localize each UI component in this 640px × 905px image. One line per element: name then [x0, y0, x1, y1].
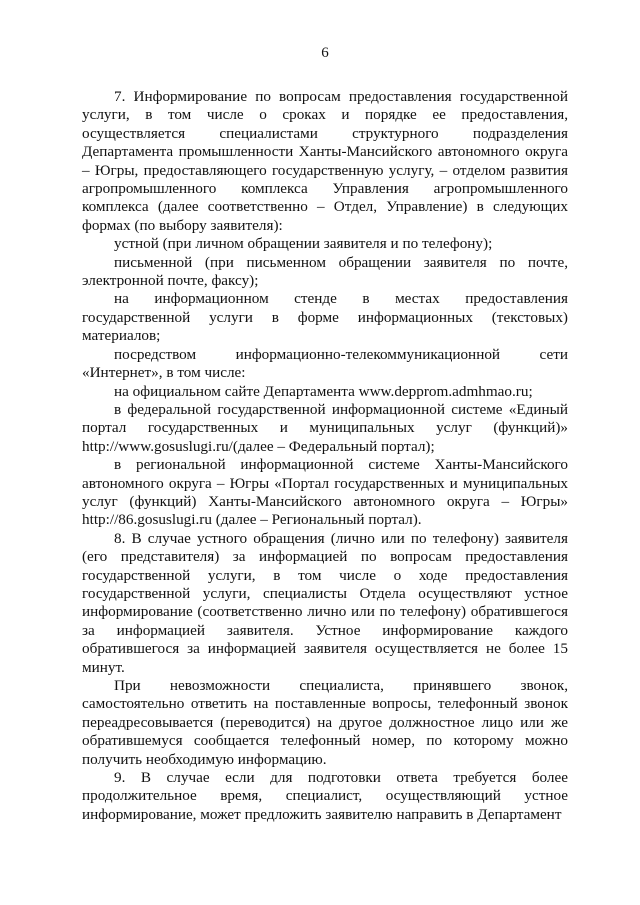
paragraph-written-form: письменной (при письменном обращении заявителя по почте, электронной почте, факсу);	[82, 253, 568, 290]
paragraph-internet: посредством информационно-телекоммуникационной сети «Интернет», в том числе:	[82, 345, 568, 382]
paragraph-oral-form: устной (при личном обращении заявителя и по телефону);	[114, 235, 493, 253]
body-text	[82, 88, 568, 824]
paragraph-federal-portal: в федеральной государственной информационной системе «Единый портал государственных и муниципальных услуг (функций)» http://www.gosuslugi.ru/(далее – Федеральный портал);	[82, 400, 568, 455]
paragraph-8-oral-request: 8. В случае устного обращения (лично или по телефону) заявителя (его представителя) за информацией по вопросам предоставления государственной услуги, в том числе о ходе предоставления государственной услуги, специалисты Отдела осуществляют устное информирование (соответственно лично или по телефону) обратившегося за информацией заявителя. Устное информирование каждого обратившегося за информацией заявителя осуществляется не более 15 минут.	[82, 529, 568, 676]
paragraph-7-intro: 7. Информирование по вопросам предоставления государственной услуги, в том числе о сроках и порядке ее предоставления, осуществляется специалистами структурного подразделения Департамента промышленности Ханты-Мансийского автономного округа – Югры, предоставляющего государственную услугу, – отделом развития агропромышленного комплекса Управления агропромышленного комплекса (далее соответственно – Отдел, Управление) в следующих формах (по выбору заявителя):	[82, 88, 568, 234]
paragraph-official-site: на официальном сайте Департамента www.depprom.admhmao.ru;	[114, 382, 533, 400]
paragraph-regional-portal: в региональной информационной системе Ханты-Мансийского автономного округа – Югры «Портал государственных и муниципальных услуг (функций) Ханты-Мансийского автономного округа – Югры» http://86.gosuslugi.ru (далее – Региональный портал).	[82, 456, 568, 529]
paragraph-9-longer-time: 9. В случае если для подготовки ответа требуется более продолжительное время, специалист, осуществляющий устное информирование, может предложить заявителю направить в Департамент	[82, 769, 568, 823]
page-number: 6	[321, 45, 329, 61]
paragraph-info-stand: на информационном стенде в местах предоставления государственной услуги в форме информационных (текстовых) материалов;	[82, 290, 568, 345]
paragraph-call-redirect: При невозможности специалиста, принявшего звонок, самостоятельно ответить на поставленные вопросы, телефонный звонок переадресовывается (переводится) на другое должностное лицо или же обратившемуся сообщается телефонный номер, по которому можно получить необходимую информацию.	[82, 677, 568, 768]
